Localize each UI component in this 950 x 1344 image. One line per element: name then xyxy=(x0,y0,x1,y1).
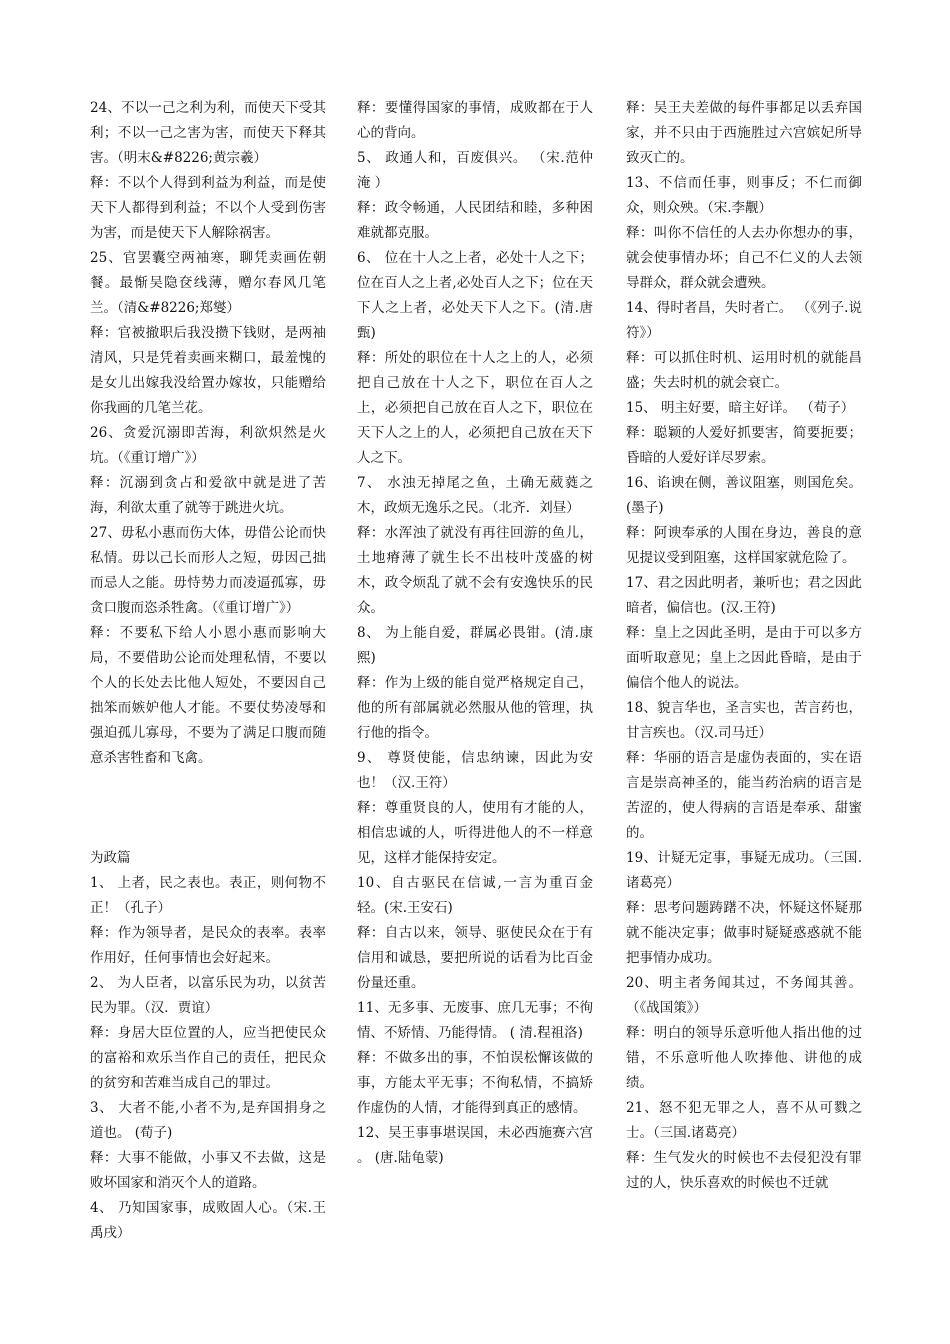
paragraph: 释：大事不能做，小事又不去做，这是败坏国家和消灭个人的道路。 xyxy=(90,1150,326,1191)
paragraph: 释：不做多出的事，不怕误松懈该做的事，方能太平无事；不徇私情，不搞矫作虚伪的人情，才能得到真正的感情。 xyxy=(357,1050,593,1116)
paragraph: 8、 为上能自爱，群属必畏钳。(清.康熙) xyxy=(357,625,593,666)
paragraph: 释：尊重贤良的人，使用有才能的人，相信忠诚的人，听得进他人的不一样意见，这样才能保持安定。 xyxy=(357,800,593,866)
paragraph: 12、吴王事事堪误国，未必西施赛六宫 。 (唐.陆龟蒙) xyxy=(357,1125,593,1166)
paragraph: 释：皇上之因此圣明，是由于可以多方面听取意见；皇上之因此昏暗，是由于偏信个他人的说法。 xyxy=(626,625,862,691)
paragraph: 11、无多事、无废事、庶几无事；不徇情、不矫情、乃能得情。 ( 清.程祖洛) xyxy=(357,1000,593,1041)
paragraph: 13、不信而任事，则事反；不仁而御众，则众殃。（宋.李觏） xyxy=(626,175,862,216)
paragraph: 释：叫你不信任的人去办你想办的事，就会使事情办坏；自己不仁义的人去领导群众，群众就会遭殃。 xyxy=(626,225,862,291)
paragraph: 7、 水浊无掉尾之鱼，土确无葳蕤之木，政烦无逸乐之民。（北齐．刘昼） xyxy=(357,475,593,516)
paragraph: 释：思考问题踌躇不决，怀疑这怀疑那就不能决定事；做事时疑疑惑惑就不能把事情办成功。 xyxy=(626,900,862,966)
paragraph: 释：官被撤职后我没攒下钱财，是两袖清风，只是凭着卖画来糊口，最羞愧的是女儿出嫁我没给置办嫁妆，只能赠给你我画的几笔兰花。 xyxy=(90,325,326,416)
paragraph: 4、 乃知国家事，成败固人心。（宋.王禹戌） xyxy=(90,1200,326,1241)
paragraph: 释：不要私下给人小恩小惠而影响大局，不要借助公论而处理私情，不要以个人的长处去比他人短处，不要因自己拙笨而嫉妒他人才能。不要仗势凌辱和强迫孤儿寡母，不要为了满足口腹而随意杀害牲畜和飞禽。 xyxy=(90,625,326,766)
paragraph: 27、毋私小惠而伤大体，毋借公论而快私情。毋以己长而形人之短，毋因己拙而忌人之能。毋恃势力而凌逼孤寡，毋贪口腹而恣杀牲禽。（《重订增广》） xyxy=(90,525,326,616)
paragraph: 17、君之因此明者，兼听也；君之因此暗者，偏信也。(汉.王符) xyxy=(626,575,862,616)
paragraph: 3、 大者不能,小者不为,是弃国捐身之道也。 (荀子) xyxy=(90,1100,326,1141)
paragraph: 释：身居大臣位置的人，应当把使民众的富裕和欢乐当作自己的责任，把民众的贫穷和苦难当成自己的罪过。 xyxy=(90,1025,326,1091)
paragraph: 19、计疑无定事，事疑无成功。（三国.诸葛亮） xyxy=(626,850,862,891)
paragraph: 释：吴王夫差做的每件事都足以丢弃国家，并不只由于西施胜过六宫嫔妃所导致灭亡的。 xyxy=(626,100,862,166)
paragraph: 释：政令畅通，人民团结和睦，多种困难就都克服。 xyxy=(357,200,593,241)
paragraph: 6、 位在十人之上者，必处十人之下；位在百人之上者,必处百人之下；位在天下人之上者，必处天下人之下。(清.唐甄) xyxy=(357,250,593,341)
paragraph: 21、怒不犯无罪之人，喜不从可戮之士。（三国.诸葛亮） xyxy=(626,1100,862,1141)
paragraph: 释：明白的领导乐意听他人指出他的过错，不乐意听他人吹捧他、讲他的成绩。 xyxy=(626,1025,862,1091)
paragraph: 20、明主者务闻其过，不务闻其善。（《战国策》） xyxy=(626,975,862,1016)
paragraph: 释：聪颖的人爱好抓要害，简要扼要；昏暗的人爱好详尽罗索。 xyxy=(626,425,862,466)
paragraph: 9、 尊贤使能，信忠纳谏，因此为安也！（汉.王符） xyxy=(357,750,593,791)
paragraph: 15、 明主好要，暗主好详。 （荀子） xyxy=(626,400,855,416)
paragraph: 释：不以个人得到利益为利益，而是使天下人都得到利益；不以个人受到伤害为害，而是使天下人解除祸害。 xyxy=(90,175,326,241)
paragraph: 1、 上者，民之表也。表正，则何物不正！（孔子） xyxy=(90,875,326,916)
paragraph: 26、贪爱沉溺即苦海，利欲炽然是火坑。（《重订增广》） xyxy=(90,425,326,466)
section-heading: 为政篇 xyxy=(90,850,131,866)
text-column-left xyxy=(90,96,326,1246)
paragraph: 16、谄谀在侧，善议阻塞，则国危矣。(墨子) xyxy=(626,475,862,516)
text-column-middle xyxy=(357,96,593,1171)
paragraph: 5、 政通人和，百废俱兴。 （宋.范仲淹 ） xyxy=(357,150,593,191)
paragraph: 25、官罢囊空两袖寒，聊凭卖画佐朝餐。最惭吴隐奁线薄，赠尔春风几笔兰。（清&#8226;郑燮） xyxy=(90,250,326,316)
blank-gap xyxy=(90,771,326,846)
paragraph: 释：生气发火的时候也不去侵犯没有罪过的人，快乐喜欢的时候也不迁就 xyxy=(626,1150,862,1191)
paragraph: 2、 为人臣者，以富乐民为功，以贫苦民为罪。（汉．贾谊） xyxy=(90,975,326,1016)
paragraph: 释：阿谀奉承的人围在身边，善良的意见提议受到阻塞，这样国家就危险了。 xyxy=(626,525,862,566)
text-column-right xyxy=(626,96,862,1196)
paragraph: 10、自古驱民在信诚,一言为重百金轻。(宋.王安石) xyxy=(357,875,593,916)
paragraph: 释：作为上级的能自觉严格规定自己，他的所有部属就必然服从他的管理，执行他的指令。 xyxy=(357,675,593,741)
paragraph: 释：要懂得国家的事情，成败都在于人心的背向。 xyxy=(357,100,593,141)
paragraph: 14、得时者昌，失时者亡。 （《列子.说符》） xyxy=(626,300,862,341)
paragraph: 释：可以抓住时机、运用时机的就能昌盛；失去时机的就会衰亡。 xyxy=(626,350,862,391)
paragraph: 24、不以一己之利为利，而使天下受其利；不以一己之害为害，而使天下释其害。（明末&#8226;黄宗羲） xyxy=(90,100,326,166)
paragraph: 释：所处的职位在十人之上的人，必须把自己放在十人之下，职位在百人之上，必须把自己放在百人之下，职位在天下人之上的人，必须把自己放在天下人之下。 xyxy=(357,350,593,466)
paragraph: 释：作为领导者，是民众的表率。表率作用好，任何事情也会好起来。 xyxy=(90,925,326,966)
paragraph: 18、貌言华也，圣言实也，苦言药也，甘言疾也。（汉.司马迁） xyxy=(626,700,862,741)
paragraph: 释：自古以来，领导、驱使民众在于有信用和诚恳，要把所说的话看为比百金份量还重。 xyxy=(357,925,593,991)
paragraph: 释：华丽的语言是虚伪表面的，实在语言是崇高神圣的，能当药治病的语言是苦涩的，使人得病的言语是奉承、甜蜜的。 xyxy=(626,750,862,841)
paragraph: 释：水浑浊了就没有再往回游的鱼儿，土地瘠薄了就生长不出枝叶茂盛的树木，政令烦乱了就不会有安逸快乐的民众。 xyxy=(357,525,593,616)
paragraph: 释：沉溺到贪占和爱欲中就是进了苦海，利欲太重了就等于跳进火坑。 xyxy=(90,475,326,516)
